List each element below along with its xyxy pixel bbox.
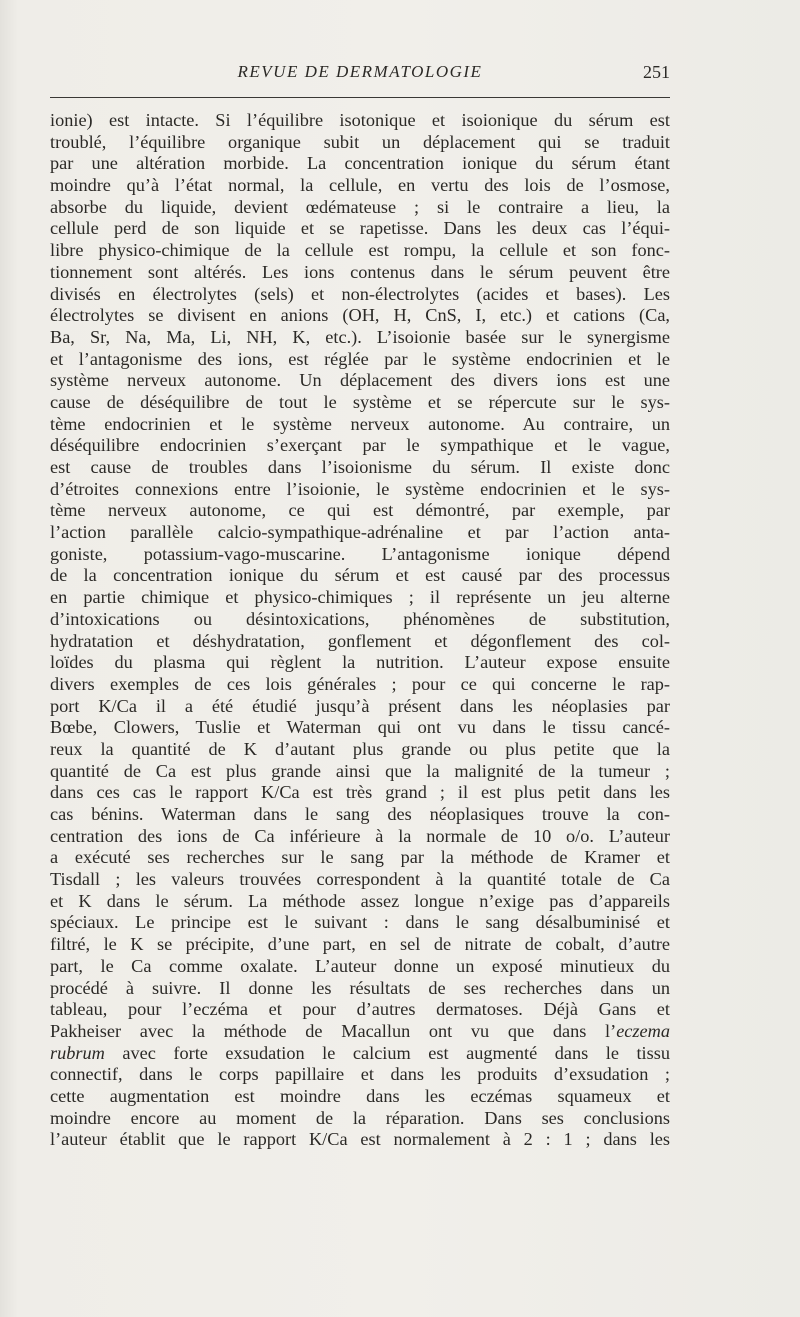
text-line: d’étroites connexions entre l’isoionie, le système endocrinien et le sys- — [50, 478, 670, 499]
text-line: filtré, le K se précipite, d’une part, en sel de nitrate de cobalt, d’autre — [50, 934, 670, 955]
text-line: est cause de troubles dans l’isoionisme du sérum. Il existe donc — [50, 457, 670, 477]
line-segment: avec forte exsudation le calcium est augmenté dans le tissu — [104, 1042, 670, 1063]
text-line-with-italic — [50, 1021, 670, 1043]
text-line-with-italic — [50, 1043, 670, 1065]
text-line: d’intoxications ou désintoxications, phénomènes de substitution, — [50, 608, 670, 629]
text-line: moindre qu’à l’état normal, la cellule, en vertu des lois de l’osmose, — [50, 175, 670, 196]
text-line: déséquilibre endocrinien s’exerçant par le sympathique et le vague, — [50, 435, 670, 456]
text-line: en partie chimique et physico-chimiques ; il représente un jeu alterne — [50, 587, 670, 608]
text-line: par une altération morbide. La concentration ionique du sérum étant — [50, 153, 670, 174]
text-line: libre physico-chimique de la cellule est rompu, la cellule et son fonc- — [50, 240, 670, 261]
text-line: de la concentration ionique du sérum et est causé par des processus — [50, 565, 670, 586]
text-line: cellule perd de son liquide et se rapetisse. Dans les deux cas l’équi- — [50, 218, 670, 239]
text-line: ionie) est intacte. Si l’équilibre isotonique et isoionique du sérum est — [50, 110, 670, 130]
page-header — [50, 62, 670, 86]
text-line: absorbe du liquide, devient œdémateuse ; si le contraire a lieu, la — [50, 196, 670, 217]
text-line: troublé, l’équilibre organique subit un déplacement qui se traduit — [50, 131, 670, 152]
text-line: connectif, dans le corps papillaire et dans les produits d’exsudation ; — [50, 1064, 670, 1085]
italic-term: eczema — [616, 1020, 670, 1041]
text-line: dans ces cas le rapport K/Ca est très grand ; il est plus petit dans les — [50, 782, 670, 803]
text-line: quantité de Ca est plus grande ainsi que la malignité de la tumeur ; — [50, 760, 670, 781]
text-line: spéciaux. Le principe est le suivant : dans le sang désalbuminisé et — [50, 912, 670, 933]
text-line: divisés en électrolytes (sels) et non-électrolytes (acides et bases). Les — [50, 283, 670, 304]
text-line: Tisdall ; les valeurs trouvées correspondent à la quantité totale de Ca — [50, 869, 670, 890]
text-line: système nerveux autonome. Un déplacement des divers ions est une — [50, 370, 670, 391]
text-line: tableau, pour l’eczéma et pour d’autres dermatoses. Déjà Gans et — [50, 999, 670, 1020]
text-line: port K/Ca il a été étudié jusqu’à présent dans les néoplasies par — [50, 695, 670, 716]
text-line: tionnement sont altérés. Les ions contenus dans le sérum peuvent être — [50, 261, 670, 282]
text-line: électrolytes se divisent en anions (OH, H, CnS, I, etc.) et cations (Ca, — [50, 305, 670, 326]
text-line: et K dans le sérum. La méthode assez longue n’exige pas d’appareils — [50, 890, 670, 911]
text-line: tème nerveux autonome, ce qui est démontré, par exemple, par — [50, 500, 670, 521]
text-line: a exécuté ses recherches sur le sang par la méthode de Kramer et — [50, 847, 670, 868]
text-line: l’auteur établit que le rapport K/Ca est normalement à 2 : 1 ; dans les — [50, 1129, 670, 1150]
body-text — [50, 110, 670, 1151]
running-title: REVUE DE DERMATOLOGIE — [237, 62, 483, 81]
text-line: cause de déséquilibre de tout le système et se répercute sur le sys- — [50, 391, 670, 412]
text-line: procédé à suivre. Il donne les résultats de ses recherches dans un — [50, 977, 670, 998]
text-line: divers exemples de ces lois générales ; pour ce qui concerne le rap- — [50, 673, 670, 694]
text-line: goniste, potassium-vago-muscarine. L’antagonisme ionique dépend — [50, 543, 670, 564]
text-line: part, le Ca comme oxalate. L’auteur donne un exposé minutieux du — [50, 955, 670, 976]
line-segment: Pakheiser avec la méthode de Macallun ont vu que dans l’ — [50, 1020, 617, 1041]
page-number: 251 — [643, 62, 670, 82]
text-line: reux la quantité de K d’autant plus grande ou plus petite que la — [50, 738, 670, 759]
text-line: Bœbe, Clowers, Tuslie et Waterman qui ont vu dans le tissu cancé- — [50, 717, 670, 738]
text-line: Ba, Sr, Na, Ma, Li, NH, K, etc.). L’isoionie basée sur le synergisme — [50, 326, 670, 347]
header-rule — [50, 97, 670, 98]
text-line: loïdes du plasma qui règlent la nutrition. L’auteur expose ensuite — [50, 652, 670, 673]
text-line: cette augmentation est moindre dans les eczémas squameux et — [50, 1085, 670, 1106]
text-line: hydratation et déshydratation, gonflement et dégonflement des col- — [50, 630, 670, 651]
text-line: l’action parallèle calcio-sympathique-adrénaline et par l’action anta- — [50, 522, 670, 543]
text-line: cas bénins. Waterman dans le sang des néoplasiques trouve la con- — [50, 804, 670, 824]
italic-term: rubrum — [50, 1042, 105, 1063]
text-line: centration des ions de Ca inférieure à la normale de 10 o/o. L’auteur — [50, 825, 670, 846]
text-line: tème endocrinien et le système nerveux autonome. Au contraire, un — [50, 413, 670, 434]
text-line: moindre encore au moment de la réparation. Dans ses conclusions — [50, 1107, 670, 1128]
text-line: et l’antagonisme des ions, est réglée par le système endocrinien et le — [50, 348, 670, 369]
